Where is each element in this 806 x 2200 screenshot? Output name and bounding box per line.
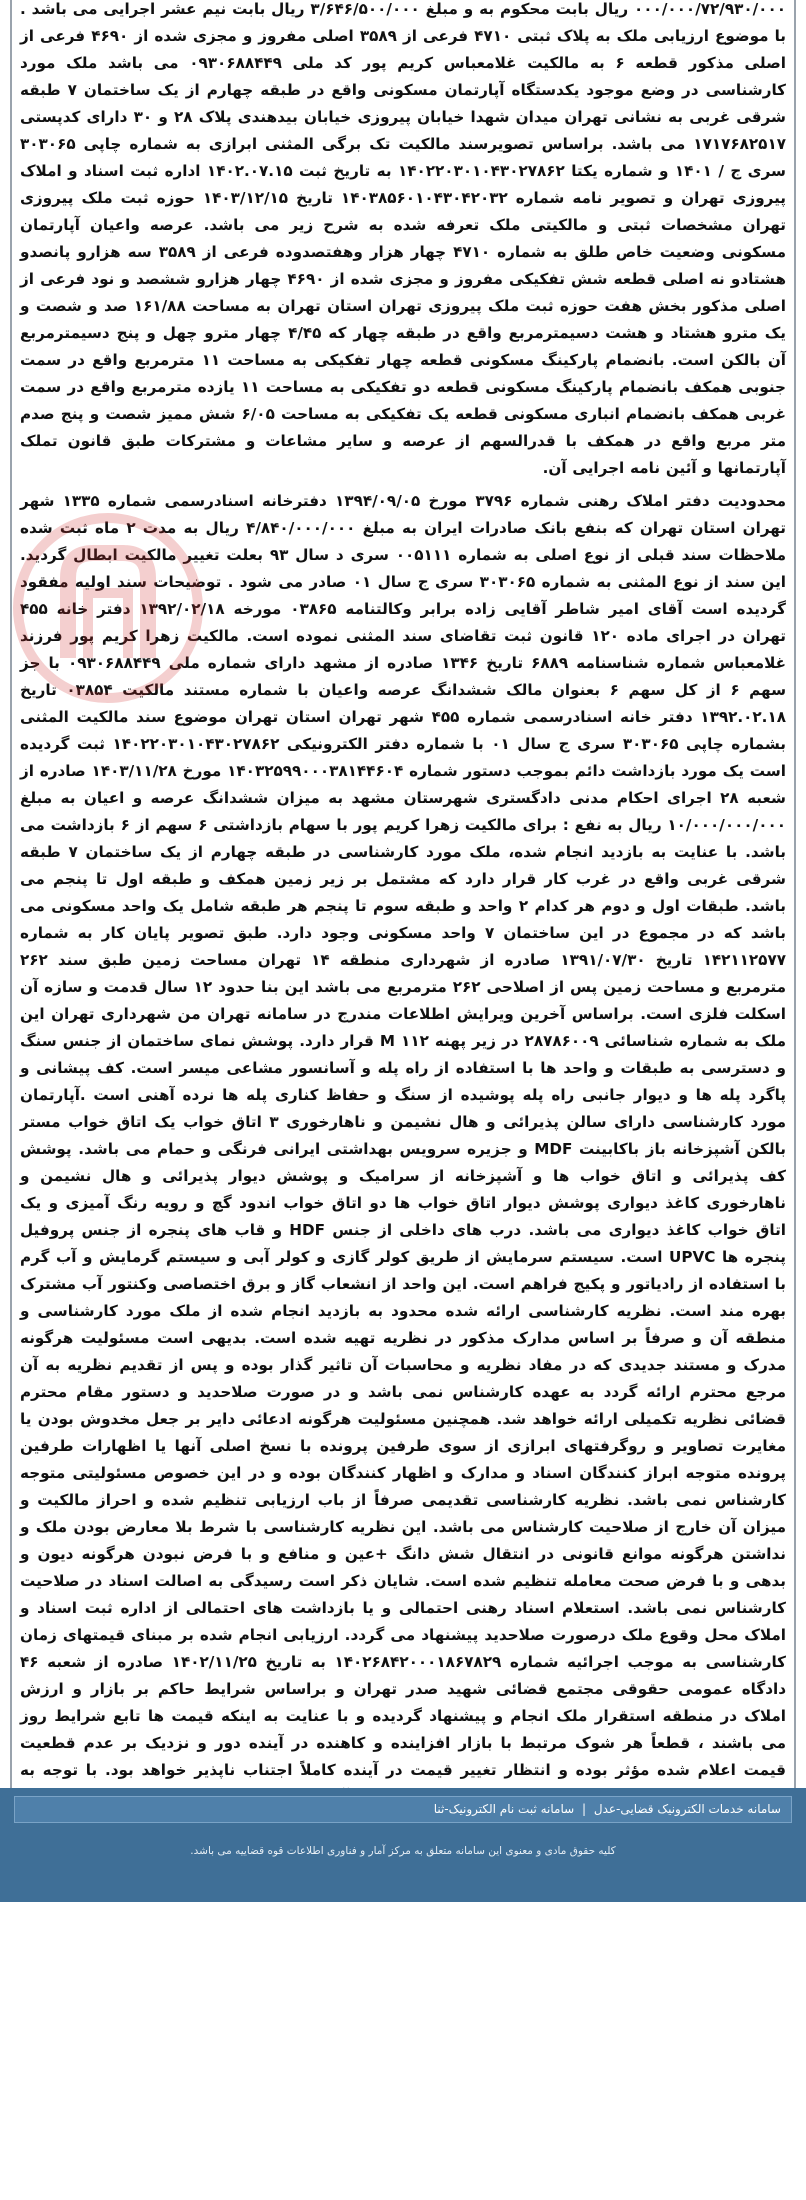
document-body xyxy=(10,0,796,1788)
paragraph-property-description: ۰۰۰/۰۰۰/۷۲/۹۳۰/۰۰۰ ریال بابت محکوم به و مبلغ ۳/۶۴۶/۵۰۰/۰۰۰ ریال بابت نیم عشر اجرایی می باشد . با موضوع ارزیابی ملک به پلاک ثبتی ۴۷۱۰ فرعی از ۳۵۸۹ اصلی مفروز و مجزی شده از ۴۶۹۰ فرعی از اصلی مذکور قطعه ۶ به مالکیت غلامعباس کریم پور کد ملی ۰۹۳۰۶۸۸۴۴۹ می باشد ملک مورد کارشناسی در وضع موجود یکدستگاه آپارتمان مسکونی واقع در طبقه چهارم از یک ساختمان ۷ طبقه شرقی غربی به نشانی تهران میدان شهدا خیابان پیروزی خیابان بیدهندی پلاک ۲۸ و ۳۰ دارای کدپستی ۱۷۱۷۶۸۲۵۱۷ می باشد. براساس تصویرسند مالکیت تک برگی المثنی ابرازی به شماره چاپی ۳۰۳۰۶۵ سری ج / ۱۴۰۱ و شماره یکتا ۱۴۰۲۲۰۳۰۱۰۴۳۰۲۷۸۶۲ به تاریخ ثبت ۱۴۰۲.۰۷.۱۵ اداره ثبت اسناد و املاک پیروزی تهران و تصویر نامه شماره ۱۴۰۳۸۵۶۰۱۰۴۳۰۴۲۰۳۲ تاریخ ۱۴۰۳/۱۲/۱۵ حوزه ثبت ملک پیروزی تهران مشخصات ثبتی و مالکیتی ملک تعرفه شده به شرح زیر می باشد. عرصه واعیان آپارتمان مسکونی وضعیت خاص طلق به شماره ۴۷۱۰ چهار هزار وهفتصدوده فرعی از ۳۵۸۹ سه هزارو پانصدو هشتادو نه اصلی قطعه شش تفکیکی مفروز و مجزی شده از ۴۶۹۰ چهار هزارو ششصد و نود فرعی از اصلی مذکور بخش هفت حوزه ثبت ملک پیروزی تهران استان تهران به مساحت ۱۶۱/۸۸ صد و شصت و یک مترو هشتاد و هشت دسیمترمربع واقع در طبقه چهار که ۴/۴۵ چهار مترو چهل و پنج دسیمترمربع آن بالکن است. بانضمام پارکینگ مسکونی قطعه چهار تفکیکی به مساحت ۱۱ مترمربع واقع در سمت جنوبی همکف بانضمام پارکینگ مسکونی قطعه دو تفکیکی به مساحت ۱۱ یازده مترمربع واقع در سمت غربی همکف بانضمام انباری مسکونی قطعه یک تفکیکی به مساحت ۶/۰۵ شش ممیز شصت و پنج صدم متر مربع واقع در همکف با قدرالسهم از عرصه و سایر مشاعات و مشترکات طبق قانون تملک آپارتمانها و آئین نامه اجرایی آن. xyxy=(20,0,787,477)
footer-copyright: کلیه حقوق مادی و معنوی این سامانه متعلق به مرکز آمار و فناوری اطلاعات قوه قضاییه می باشد. xyxy=(190,1845,616,1857)
footer-link-separator: | xyxy=(582,1802,587,1816)
footer-links-bar xyxy=(14,1796,792,1823)
footer-band xyxy=(0,1788,806,1902)
site-footer xyxy=(0,1788,806,2200)
footer-link-adl[interactable]: سامانه خدمات الکترونیک قضایی-عدل xyxy=(593,1802,781,1816)
paragraph-expert-report: محدودیت دفتر املاک رهنی شماره ۳۷۹۶ مورخ ۱۳۹۴/۰۹/۰۵ دفترخانه اسنادرسمی شماره ۱۳۳۵ شهر تهران استان تهران که بنفع بانک صادرات ایران به مبلغ ۴/۸۴۰/۰۰۰/۰۰۰ ریال به مدت ۲ ماه ثبت شده ملاحظات سند قبلی از نوع اصلی به شماره ۰۰۵۱۱۱ سری د سال ۹۳ بعلت تغییر مالکیت ابطال گردید. این سند از نوع المثنی به شماره ۳۰۳۰۶۵ سری ج سال ۰۱ صادر می شود . توضیحات سند اولیه مفقود گردیده است آقای امیر شاطر آقایی زاده برابر وکالتنامه ۰۳۸۶۵ مورخه ۱۳۹۲/۰۲/۱۸ دفتر خانه ۴۵۵ تهران در اجرای ماده ۱۲۰ قانون ثبت تقاضای سند المثنی نموده است. مالکیت زهرا کریم پور فرزند غلامعباس شماره شناسنامه ۶۸۸۹ تاریخ ۱۳۴۶ صادره از مشهد دارای شماره ملی ۰۹۳۰۶۸۸۴۴۹ با جز سهم ۶ از کل سهم ۶ بعنوان مالک ششدانگ عرصه واعیان با شماره مستند مالکیت ۰۳۸۵۴ تاریخ ۱۳۹۲.۰۲.۱۸ دفتر خانه اسنادرسمی شماره ۴۵۵ شهر تهران استان تهران موضوع سند مالکیت المثنی بشماره چاپی ۳۰۳۰۶۵ سری ج سال ۰۱ با شماره دفتر الکترونیکی ۱۴۰۲۲۰۳۰۱۰۴۳۰۲۷۸۶۲ ثبت گردیده است یک مورد بازداشت دائم بموجب دستور شماره ۱۴۰۳۲۵۹۹۰۰۰۳۸۱۴۴۶۰۴ مورخ ۱۴۰۳/۱۱/۲۸ صادره از شعبه ۲۸ اجرای احکام مدنی دادگستری شهرستان مشهد به میزان ششدانگ عرصه و اعیان به مبلغ ۱۰/۰۰۰/۰۰۰/۰۰۰ ریال به نفع : برای مالکیت زهرا کریم پور با سهام بازداشتی ۶ سهم از ۶ بازداشت می باشد. با عنایت به بازدید انجام شده، ملک مورد کارشناسی در طبقه چهارم از یک ساختمان ۷ طبقه شرقی غربی واقع در غرب کار قرار دارد که مشتمل بر زیر زمین همکف و طبقه اول تا پنجم می باشد. طبقات اول و دوم هر کدام ۲ واحد و طبقه سوم تا پنجم هر طبقه شامل یک واحد مسکونی می باشد که در مجموع در این ساختمان ۷ واحد مسکونی وجود دارد. طبق تصویر پایان کار به شماره ۱۴۲۱۱۲۵۷۷ تاریخ ۱۳۹۱/۰۷/۳۰ صادره از شهرداری منطقه ۱۴ تهران مساحت زمین طبق سند ۲۶۲ مترمربع و مساحت زمین پس از اصلاحی ۲۶۲ مترمربع می باشد این بنا حدود ۱۲ سال قدمت و سازه آن اسکلت فلزی است. براساس آخرین ویرایش اطلاعات مندرج در سامانه تهران من شهرداری تهران این ملک به شماره شناسائی ۲۸۷۸۶۰۰۹ در زیر پهنه M ۱۱۲ قرار دارد. پوشش نمای ساختمان از جنس سنگ و دسترسی به طبقات و واحد ها با استفاده از راه پله و آسانسور مشاعی میسر است. کف پیشانی و پاگرد پله ها و دیوار جانبی راه پله پوشیده از سنگ و حفاظ کناری پله ها نرده آهنی است .آپارتمان مورد کارشناسی دارای سالن پذیرائی و هال نشیمن و ناهارخوری ۳ اتاق خواب یک اتاق خواب مستر بالکن آشپزخانه باز باکابینت MDF و جزیره سرویس بهداشتی ایرانی فرنگی و حمام می باشد. پوشش کف پذیرائی و اتاق خواب ها و آشپزخانه از سرامیک و پوشش دیوار پذیرائی و هال نشیمن و ناهارخوری کاغذ دیواری پوشش دیوار اتاق خواب ها دو اتاق خواب اندود گچ و رویه رنگ آمیزی و یک اتاق خواب کاغذ دیواری می باشد. درب های داخلی از جنس HDF و قاب های پنجره از جنس پروفیل پنجره ها UPVC است. سیستم سرمایش از طریق کولر گازی و کولر آبی و سیستم گرمایش و آب گرم با استفاده از رادیاتور و پکیج فراهم است. این واحد از انشعاب گاز و برق اختصاصی وکنتور آب مشترک بهره مند است. نظریه کارشناسی ارائه شده محدود به بازدید انجام شده از ملک مورد کارشناسی و منطقه آن و صرفاً بر اساس مدارک مذکور در نظریه تهیه شده است. بدیهی است مسئولیت هرگونه مدرک و مستند جدیدی که در مفاد نظریه و محاسبات آن تاثیر گذار بوده و پس از تقدیم نظریه به آن مرجع محترم ارائه گردد به عهده کارشناس نمی باشد و در صورت صلاحدید و دستور مقام محترم قضائی نظریه تکمیلی ارائه خواهد شد. همچنین مسئولیت هرگونه ادعائی دایر بر جعل مخدوش بودن یا مغایرت تصاویر و روگرفتهای ابرازی از سوی طرفین پرونده با نسخ اصلی آنها یا اظهارات طرفین پرونده متوجه ابراز کنندگان اسناد و مدارک و اظهار کنندگان بوده و در این خصوص مسئولیتی متوجه کارشناس نمی باشد. نظریه کارشناسی تقدیمی صرفاً از باب ارزیابی تنظیم شده و احراز مالکیت و میزان آن خارج از صلاحیت کارشناس می باشد. این نظریه کارشناسی با شرط بلا معارض بودن ملک و نداشتن هرگونه موانع قانونی در انتقال شش دانگ +عین و منافع و با فرض نبودن هرگونه دیون و بدهی و با فرض صحت معامله تنظیم شده است. شایان ذکر است رسیدگی به اصالت اسناد در صلاحیت کارشناس نمی باشد. استعلام اسناد رهنی احتمالی و یا بازداشت های احتمالی از اداره ثبت اسناد و املاک محل وقوع ملک درصورت صلاحدید پیشنهاد می گردد. ارزیابی انجام شده بر مبنای قیمتهای زمان کارشناسی به موجب اجرائیه شماره ۱۴۰۲۶۸۴۲۰۰۰۱۸۶۷۸۲۹ به تاریخ ۱۴۰۲/۱۱/۲۵ صادره از شعبه ۴۶ دادگاه عمومی حقوقی مجتمع قضائی شهید صدر تهران و براساس شرایط حاکم بر بازار و ارزش املاک در منطقه استقرار ملک انجام و پیشنهاد گردیده و با عنایت به اینکه قیمت ها تابع شرایط روز می باشند ، قطعاً هر شوک مرتبط با بازار افزاینده و کاهنده در آینده دور و نزدیک بر عدم قطعیت قیمت اعلام شده مؤثر بوده و انتظار تغییر قیمت در آینده کاملاً اجتناب ناپذیر خواهد بود. با توجه به xyxy=(20,492,787,1779)
footer-link-sana[interactable]: سامانه ثبت نام الکترونیک-ثنا xyxy=(433,1802,575,1816)
